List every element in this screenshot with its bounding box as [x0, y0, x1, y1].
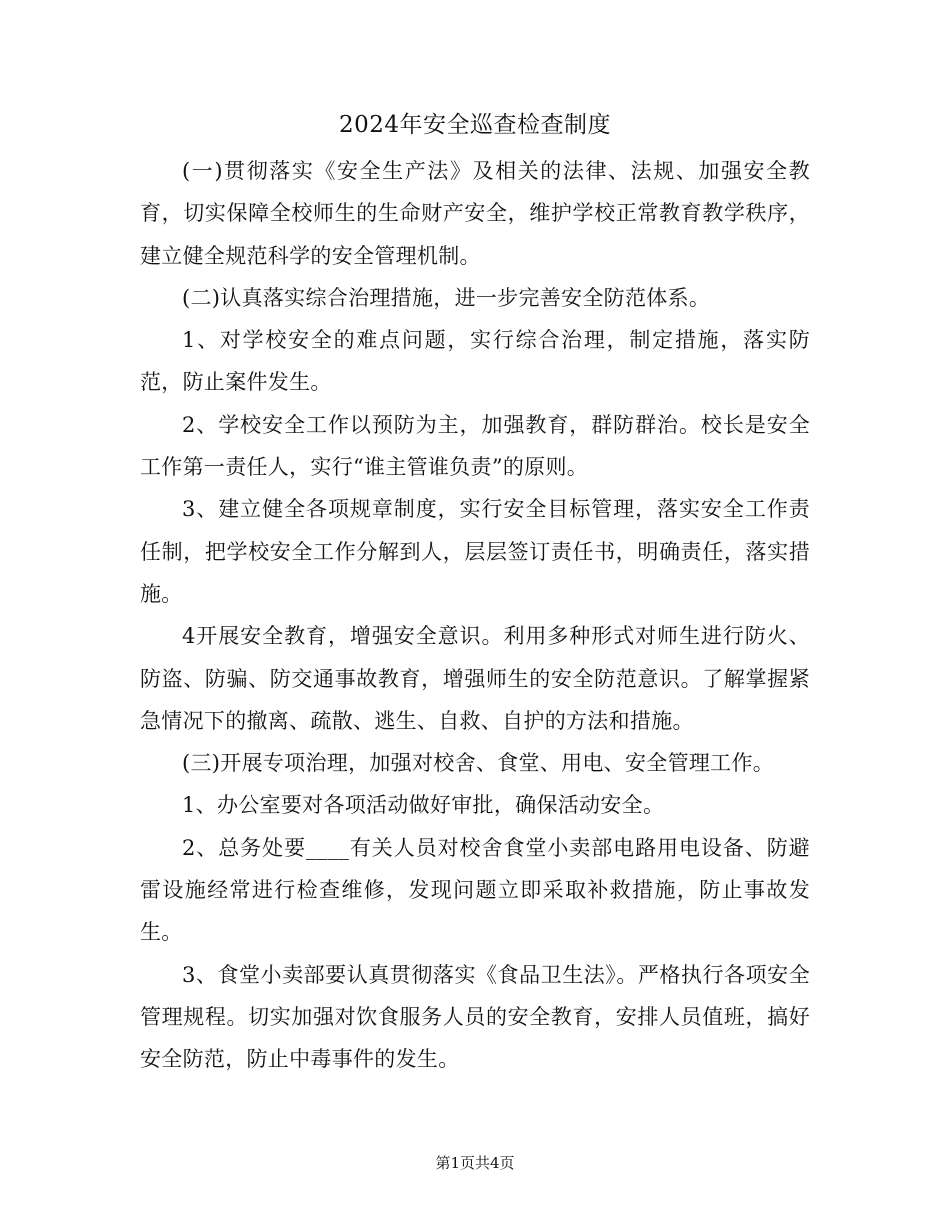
paragraph-10: 3、食堂小卖部要认真贯彻落实《食品卫生法》。严格执行各项安全管理规程。切实加强对饮食服务人员的安全教育，安排人员值班，搞好安全防范，防止中毒事件的发生。	[140, 962, 810, 1072]
page-number-footer: 第1页共4页	[435, 1154, 515, 1172]
paragraph-4: 2、学校安全工作以预防为主，加强教育，群防群治。校长是安全工作第一责任人，实行“谁主管谁负责”的原则。	[140, 412, 810, 480]
document-title: 2024年安全巡查检查制度	[338, 112, 612, 138]
paragraph-8: 1、办公室要对各项活动做好审批，确保活动安全。	[182, 793, 665, 818]
paragraph-7: (三)开展专项治理，加强对校舍、食堂、用电、安全管理工作。	[182, 751, 775, 776]
document-body	[140, 150, 810, 1081]
paragraph-2: (二)认真落实综合治理措施，进一步完善安全防范体系。	[182, 285, 711, 310]
paragraph-5: 3、建立健全各项规章制度，实行安全目标管理，落实安全工作责任制，把学校安全工作分解到人，层层签订责任书，明确责任，落实措施。	[140, 497, 810, 606]
paragraph-3: 1、对学校安全的难点问题，实行综合治理，制定措施，落实防范，防止案件发生。	[140, 328, 810, 395]
paragraph-9: 2、总务处要____有关人员对校舍食堂小卖部电路用电设备、防避雷设施经常进行检查维修，发现问题立即采取补救措施，防止事故发生。	[140, 835, 810, 945]
paragraph-1: (一)贯彻落实《安全生产法》及相关的法律、法规、加强安全教育，切实保障全校师生的生命财产安全，维护学校正常教育教学秩序，建立健全规范科学的安全管理机制。	[140, 159, 810, 268]
paragraph-6: 4开展安全教育，增强安全意识。利用多种形式对师生进行防火、防盗、防骗、防交通事故教育，增强师生的安全防范意识。了解掌握紧急情况下的撤离、疏散、逃生、自救、自护的方法和措施。	[140, 624, 810, 733]
